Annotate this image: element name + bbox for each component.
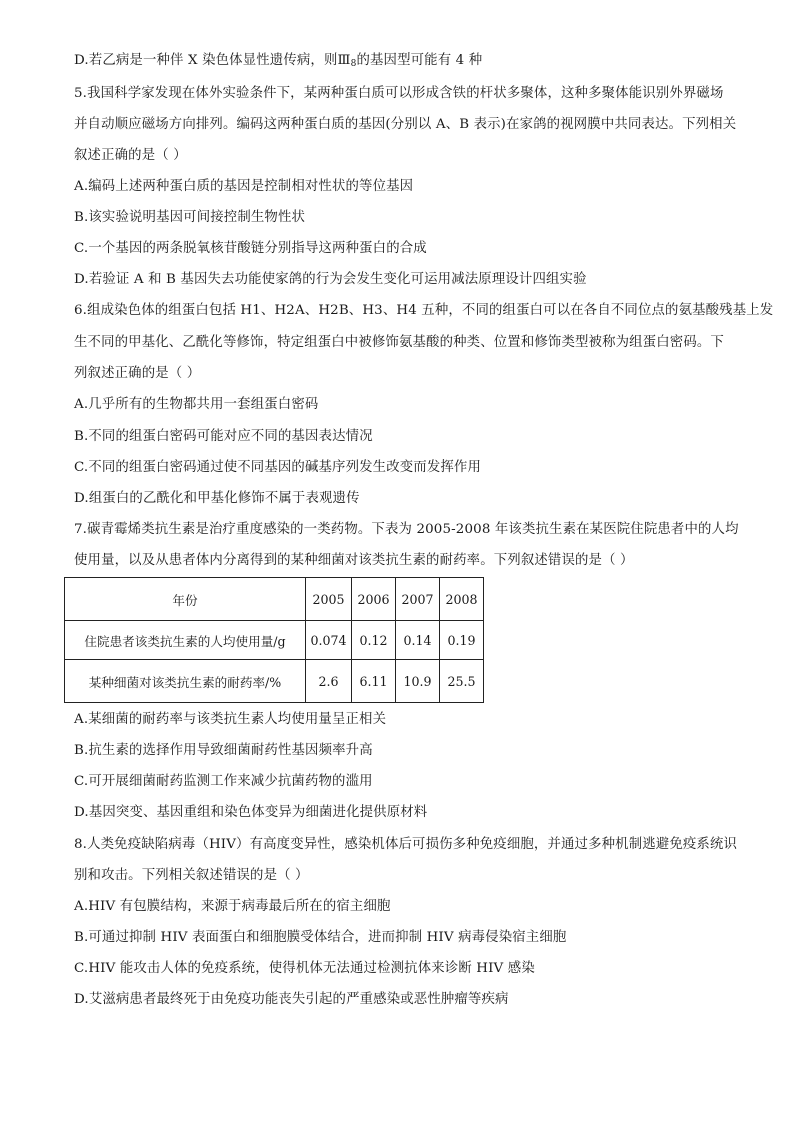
q8-option-b: B.可通过抑制 HIV 表面蛋白和细胞膜受体结合，进而抑制 HIV 病毒侵染宿主细胞 bbox=[74, 930, 567, 945]
q6-stem-line-3: 列叙述正确的是（ ） bbox=[74, 366, 201, 381]
table-header-cell: 年份 bbox=[65, 578, 306, 621]
table-header-cell: 2006 bbox=[352, 578, 396, 621]
table-cell: 0.12 bbox=[352, 621, 396, 660]
q6-stem-line-2: 生不同的甲基化、乙酰化等修饰，特定组蛋白中被修饰氨基酸的种类、位置和修饰类型被称为组蛋白密码。下 bbox=[74, 335, 724, 350]
q5-option-a: A.编码上述两种蛋白质的基因是控制相对性状的等位基因 bbox=[74, 179, 414, 194]
q8-option-d: D.艾滋病患者最终死于由免疫功能丧失引起的严重感染或恶性肿瘤等疾病 bbox=[74, 992, 509, 1007]
q6-option-a: A.几乎所有的生物都共用一套组蛋白密码 bbox=[74, 397, 319, 412]
table-cell: 6.11 bbox=[352, 660, 396, 703]
table-cell: 某种细菌对该类抗生素的耐药率/% bbox=[65, 660, 306, 703]
q7-stem-line-2: 使用量，以及从患者体内分离得到的某种细菌对该类抗生素的耐药率。下列叙述错误的是（ ） bbox=[74, 553, 634, 568]
q5-stem-line-2: 并自动顺应磁场方向排列。编码这两种蛋白质的基因(分别以 A、B 表示)在家鸽的视网膜中共同表达。下列相关 bbox=[74, 117, 737, 132]
table-cell: 10.9 bbox=[396, 660, 440, 703]
q7-data-table bbox=[64, 577, 484, 703]
table-cell: 0.074 bbox=[306, 621, 352, 660]
q6-option-b: B.不同的组蛋白密码可能对应不同的基因表达情况 bbox=[74, 429, 373, 444]
q7-option-b: B.抗生素的选择作用导致细菌耐药性基因频率升高 bbox=[74, 743, 373, 758]
q7-stem-line-1: 7.碳青霉烯类抗生素是治疗重度感染的一类药物。下表为 2005-2008 年该类抗生素在某医院住院患者中的人均 bbox=[74, 522, 739, 537]
table-cell: 25.5 bbox=[440, 660, 484, 703]
q6-option-c: C.不同的组蛋白密码通过使不同基因的碱基序列发生改变而发挥作用 bbox=[74, 460, 482, 475]
q8-stem-line-2: 别和攻击。下列相关叙述错误的是（ ） bbox=[74, 868, 309, 883]
q5-stem-line-1: 5.我国科学家发现在体外实验条件下，某两种蛋白质可以形成含铁的杆状多聚体，这种多聚体能识别外界磁场 bbox=[74, 86, 724, 101]
q4-option-d bbox=[74, 52, 764, 73]
table-cell: 0.14 bbox=[396, 621, 440, 660]
q8-stem-line-1: 8.人类免疫缺陷病毒（HIV）有高度变异性，感染机体后可损伤多种免疫细胞，并通过多种机制逃避免疫系统识 bbox=[74, 837, 738, 852]
q7-option-c: C.可开展细菌耐药监测工作来减少抗菌药物的滥用 bbox=[74, 774, 373, 789]
q7-option-d: D.基因突变、基因重组和染色体变异为细菌进化提供原材料 bbox=[74, 805, 428, 820]
q5-option-d: D.若验证 A 和 B 基因失去功能使家鸽的行为会发生变化可运用减法原理设计四组实验 bbox=[74, 272, 587, 287]
q4-option-d-subscript: 8 bbox=[350, 59, 357, 69]
q5-option-c: C.一个基因的两条脱氧核苷酸链分别指导这两种蛋白的合成 bbox=[74, 241, 427, 256]
q6-stem-line-1: 6.组成染色体的组蛋白包括 H1、H2A、H2B、H3、H4 五种，不同的组蛋白可以在各自不同位点的氨基酸残基上发 bbox=[74, 303, 774, 318]
table-row bbox=[65, 660, 484, 703]
q7-option-a: A.某细菌的耐药率与该类抗生素人均使用量呈正相关 bbox=[74, 712, 387, 727]
q8-option-a: A.HIV 有包膜结构，来源于病毒最后所在的宿主细胞 bbox=[74, 899, 391, 914]
q5-stem-line-3: 叙述正确的是（ ） bbox=[74, 148, 187, 163]
q4-option-d-text-end: 的基因型可能有 4 种 bbox=[356, 53, 483, 68]
table-row bbox=[65, 621, 484, 660]
table-header-cell: 2008 bbox=[440, 578, 484, 621]
q4-option-d-text: D.若乙病是一种伴 X 染色体显性遗传病，则Ⅲ bbox=[74, 53, 351, 68]
table-header-cell: 2007 bbox=[396, 578, 440, 621]
table-header-cell: 2005 bbox=[306, 578, 352, 621]
q6-option-d: D.组蛋白的乙酰化和甲基化修饰不属于表观遗传 bbox=[74, 491, 360, 506]
table-header-row bbox=[65, 578, 484, 621]
table-cell: 住院患者该类抗生素的人均使用量/g bbox=[65, 621, 306, 660]
table-cell: 0.19 bbox=[440, 621, 484, 660]
q8-option-c: C.HIV 能攻击人体的免疫系统，使得机体无法通过检测抗体来诊断 HIV 感染 bbox=[74, 961, 535, 976]
table-cell: 2.6 bbox=[306, 660, 352, 703]
q5-option-b: B.该实验说明基因可间接控制生物性状 bbox=[74, 210, 306, 225]
